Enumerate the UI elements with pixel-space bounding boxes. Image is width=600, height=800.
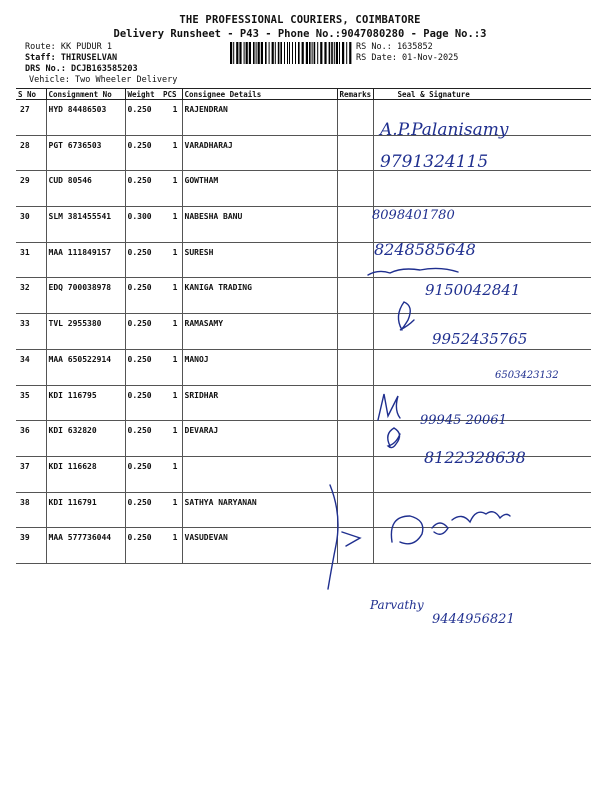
cell-consignment: SLM 381455541 bbox=[46, 207, 125, 243]
table-header-row bbox=[16, 89, 591, 100]
table-row bbox=[16, 456, 591, 492]
rs-number-text: RS No.: 1635852 bbox=[356, 42, 433, 52]
cell-seal-signature bbox=[373, 349, 591, 385]
rs-date-text: RS Date: 01-Nov-2025 bbox=[356, 53, 459, 63]
signature-27: A.P.Palanisamy bbox=[380, 120, 509, 140]
col-header-pcs: PCS bbox=[161, 89, 182, 100]
cell-sno: 38 bbox=[16, 492, 46, 528]
cell-consignee: KANIGA TRADING bbox=[182, 278, 337, 314]
cell-sno: 28 bbox=[16, 135, 46, 171]
cell-consignee bbox=[182, 456, 337, 492]
cell-pcs: 1 bbox=[161, 207, 182, 243]
cell-seal-signature bbox=[373, 242, 591, 278]
cell-pcs: 1 bbox=[161, 349, 182, 385]
signature-30: 8248585648 bbox=[374, 240, 476, 259]
runsheet-meta-left bbox=[25, 42, 177, 86]
cell-sno: 33 bbox=[16, 314, 46, 350]
cell-consignee: RAMASAMY bbox=[182, 314, 337, 350]
cell-remarks bbox=[337, 492, 373, 528]
cell-consignment: KDI 116791 bbox=[46, 492, 125, 528]
cell-sno: 35 bbox=[16, 385, 46, 421]
cell-remarks bbox=[337, 207, 373, 243]
cell-seal-signature bbox=[373, 135, 591, 171]
cell-remarks bbox=[337, 349, 373, 385]
col-header-consignment: Consignment No bbox=[46, 89, 125, 100]
table-row bbox=[16, 242, 591, 278]
col-header-remarks: Remarks bbox=[337, 89, 373, 100]
cell-consignee: SRIDHAR bbox=[182, 385, 337, 421]
col-header-sno: S No bbox=[16, 89, 46, 100]
cell-seal-signature bbox=[373, 314, 591, 350]
cell-pcs: 1 bbox=[161, 421, 182, 457]
route-text: Route: KK PUDUR 1 bbox=[25, 42, 112, 52]
cell-weight: 0.250 bbox=[125, 528, 161, 564]
cell-seal-signature bbox=[373, 100, 591, 136]
cell-consignment: MAA 650522914 bbox=[46, 349, 125, 385]
page-title: THE PROFESSIONAL COURIERS, COIMBATORE bbox=[179, 14, 421, 26]
cell-weight: 0.250 bbox=[125, 456, 161, 492]
table-row bbox=[16, 207, 591, 243]
cell-weight: 0.250 bbox=[125, 492, 161, 528]
runsheet-table bbox=[16, 88, 591, 564]
cell-consignment: KDI 632820 bbox=[46, 421, 125, 457]
cell-pcs: 1 bbox=[161, 242, 182, 278]
table-row bbox=[16, 528, 591, 564]
cell-seal-signature bbox=[373, 207, 591, 243]
staff-text: Staff: THIRUSELVAN bbox=[25, 53, 118, 63]
table-row bbox=[16, 314, 591, 350]
page-header bbox=[0, 14, 600, 40]
signature-28: 9791324115 bbox=[380, 152, 489, 172]
cell-weight: 0.250 bbox=[125, 135, 161, 171]
cell-pcs: 1 bbox=[161, 278, 182, 314]
cell-pcs: 1 bbox=[161, 314, 182, 350]
table-row bbox=[16, 421, 591, 457]
table-row bbox=[16, 349, 591, 385]
cell-remarks bbox=[337, 171, 373, 207]
drs-text: DRS No.: DCJB163585203 bbox=[25, 64, 138, 74]
cell-consignee: SURESH bbox=[182, 242, 337, 278]
cell-sno: 39 bbox=[16, 528, 46, 564]
cell-weight: 0.250 bbox=[125, 242, 161, 278]
page-subtitle: Delivery Runsheet - P43 - Phone No.:9047080280 - Page No.:3 bbox=[113, 28, 487, 40]
cell-seal-signature bbox=[373, 385, 591, 421]
cell-remarks bbox=[337, 314, 373, 350]
cell-seal-signature bbox=[373, 492, 591, 528]
cell-sno: 29 bbox=[16, 171, 46, 207]
cell-pcs: 1 bbox=[161, 528, 182, 564]
table-row bbox=[16, 492, 591, 528]
cell-consignment: MAA 577736044 bbox=[46, 528, 125, 564]
cell-remarks bbox=[337, 528, 373, 564]
cell-seal-signature bbox=[373, 278, 591, 314]
cell-consignee: SATHYA NARYANAN bbox=[182, 492, 337, 528]
col-header-seal: Seal & Signature bbox=[373, 89, 591, 100]
vehicle-text: Vehicle: Two Wheeler Delivery bbox=[29, 75, 178, 85]
cell-remarks bbox=[337, 385, 373, 421]
cell-consignment: MAA 111849157 bbox=[46, 242, 125, 278]
table-row bbox=[16, 385, 591, 421]
cell-seal-signature bbox=[373, 528, 591, 564]
signature-39-phone: 9444956821 bbox=[432, 612, 515, 627]
cell-remarks bbox=[337, 278, 373, 314]
signature-35-b: 8122328638 bbox=[424, 448, 526, 467]
cell-weight: 0.250 bbox=[125, 421, 161, 457]
cell-seal-signature bbox=[373, 171, 591, 207]
cell-pcs: 1 bbox=[161, 171, 182, 207]
cell-consignment: KDI 116628 bbox=[46, 456, 125, 492]
table-row bbox=[16, 135, 591, 171]
cell-seal-signature bbox=[373, 421, 591, 457]
cell-consignee: VASUDEVAN bbox=[182, 528, 337, 564]
cell-consignee: RAJENDRAN bbox=[182, 100, 337, 136]
cell-pcs: 1 bbox=[161, 100, 182, 136]
signature-35-a: 99945 20061 bbox=[420, 413, 507, 428]
cell-consignment: PGT 6736503 bbox=[46, 135, 125, 171]
cell-sno: 32 bbox=[16, 278, 46, 314]
cell-weight: 0.250 bbox=[125, 171, 161, 207]
cell-remarks bbox=[337, 100, 373, 136]
cell-sno: 37 bbox=[16, 456, 46, 492]
cell-sno: 27 bbox=[16, 100, 46, 136]
col-header-weight: Weight bbox=[125, 89, 161, 100]
signature-33: 6503423132 bbox=[495, 370, 559, 381]
cell-consignment: KDI 116795 bbox=[46, 385, 125, 421]
cell-pcs: 1 bbox=[161, 135, 182, 171]
cell-sno: 34 bbox=[16, 349, 46, 385]
cell-weight: 0.250 bbox=[125, 385, 161, 421]
cell-pcs: 1 bbox=[161, 385, 182, 421]
cell-remarks bbox=[337, 135, 373, 171]
table-body bbox=[16, 100, 591, 564]
cell-consignment: HYD 84486503 bbox=[46, 100, 125, 136]
signature-31: 9150042841 bbox=[425, 281, 521, 299]
signature-32: 9952435765 bbox=[432, 330, 528, 348]
signature-39-name: Parvathy bbox=[370, 598, 424, 612]
cell-consignee: GOWTHAM bbox=[182, 171, 337, 207]
cell-remarks bbox=[337, 421, 373, 457]
cell-consignee: DEVARAJ bbox=[182, 421, 337, 457]
runsheet-table-wrap bbox=[16, 88, 591, 564]
cell-weight: 0.250 bbox=[125, 349, 161, 385]
cell-consignment: CUD 80546 bbox=[46, 171, 125, 207]
cell-consignment: EDQ 700038978 bbox=[46, 278, 125, 314]
cell-seal-signature bbox=[373, 456, 591, 492]
cell-consignee: MANOJ bbox=[182, 349, 337, 385]
cell-consignee: NABESHA BANU bbox=[182, 207, 337, 243]
cell-consignee: VARADHARAJ bbox=[182, 135, 337, 171]
cell-sno: 36 bbox=[16, 421, 46, 457]
table-row bbox=[16, 171, 591, 207]
cell-sno: 31 bbox=[16, 242, 46, 278]
table-row bbox=[16, 100, 591, 136]
cell-weight: 0.250 bbox=[125, 100, 161, 136]
cell-weight: 0.250 bbox=[125, 314, 161, 350]
cell-remarks bbox=[337, 456, 373, 492]
cell-pcs: 1 bbox=[161, 492, 182, 528]
cell-remarks bbox=[337, 242, 373, 278]
col-header-consignee: Consignee Details bbox=[182, 89, 337, 100]
runsheet-meta-right bbox=[356, 42, 458, 64]
cell-sno: 30 bbox=[16, 207, 46, 243]
cell-weight: 0.250 bbox=[125, 278, 161, 314]
cell-consignment: TVL 2955380 bbox=[46, 314, 125, 350]
table-row bbox=[16, 278, 591, 314]
signature-29: 8098401780 bbox=[372, 208, 455, 223]
cell-weight: 0.300 bbox=[125, 207, 161, 243]
barcode bbox=[230, 42, 352, 64]
cell-pcs: 1 bbox=[161, 456, 182, 492]
